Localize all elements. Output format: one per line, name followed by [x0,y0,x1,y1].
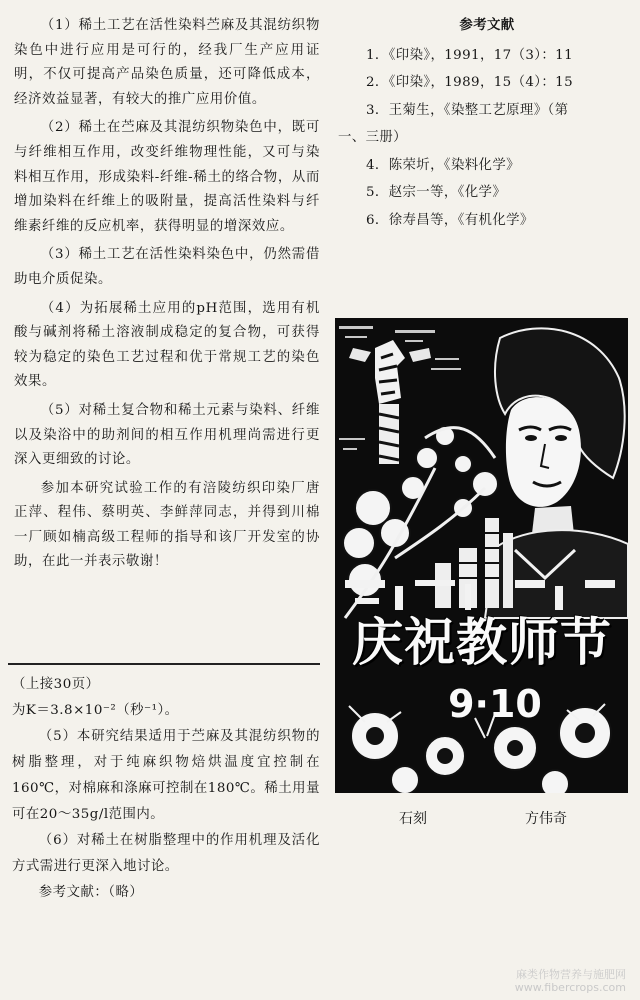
credit-medium: 石刻 [399,811,427,827]
conclusion-4: （4）为拓展稀土应用的pH范围，选用有机酸与碱剂将稀土溶液制成稳定的复合物，可获得较为稳定的染色工艺过程和优于常规工艺的染色效果。 [14,300,320,390]
reference-item: 3．王菊生，《染整工艺原理》（第 [366,102,569,118]
references-list [338,12,630,234]
acknowledgement: 参加本研究试验工作的有涪陵纺织印染厂唐正萍、程伟、蔡明英、李鲜萍同志，并得到川棉一厂顾如楠高级工程师的指导和该厂开发室的协助，在此一并表示敬谢！ [14,480,320,570]
site-watermark [515,968,626,994]
continuation-text [12,672,320,906]
references-omitted-note: 参考文献：（略） [38,885,144,900]
conclusion-2: （2）稀土在苎麻及其混纺织物染色中，既可与纤维相互作用，改变纤维物理性能，又可与染料相互作用，形成染料-纤维-稀土的络合物，从而增加染料在纤维上的吸附量，提高活性染料与纤维素纤维的反应机率，获得明显的增深效应。 [14,120,320,234]
reference-item: 4．陈荣圻，《染料化学》 [366,157,520,173]
continuation-point-6: （6）对稀土在树脂整理中的作用机理及活化方式需进行更深入地讨论。 [12,833,320,874]
continuation-point-5: （5）本研究结果适用于苎麻及其混纺织物的树脂整理，对于纯麻织物焙烘温度宜控制在160℃，对棉麻和涤麻可控制在180℃。稀土用量可在20～35g/l范围内。 [12,729,320,822]
conclusion-5: （5）对稀土复合物和稀土元素与染料、纤维以及染浴中的助剂间的相互作用机理尚需进行更深入更细致的讨论。 [14,402,320,468]
poster-title: 庆祝教师节 [351,614,612,673]
poster-date: 9·10 [448,682,542,726]
watermark-site-name: 麻类作物营养与施肥网 [516,968,626,981]
conclusion-1: （1）稀土工艺在活性染料苎麻及其混纺织物染色中进行应用是可行的，经我厂生产应用证明，不仅可提高产品染色质量，还可降低成本，经济效益显著，有较大的推广应用价值。 [14,18,320,107]
watermark-url: www.fibercrops.com [514,981,626,994]
reference-item-continuation: 一、三册） [338,130,407,145]
continued-from-header: （上接30页） [12,677,100,692]
teachers-day-poster [335,318,628,793]
left-column-text [14,14,320,579]
rate-constant-formula: 为K＝3.8×10⁻²（秒⁻¹）。 [12,703,179,718]
reference-item: 2．《印染》，1989，15（4）：15 [366,75,574,90]
conclusion-3: （3）稀土工艺在活性染料染色中，仍然需借助电介质促染。 [14,247,320,287]
credit-artist: 方伟奇 [525,811,567,827]
section-divider [8,663,320,665]
reference-item: 6．徐寿昌等，《有机化学》 [366,212,534,228]
reference-item: 5．赵宗一等，《化学》 [366,185,507,200]
reference-item: 1．《印染》，1991，17（3）：11 [366,47,574,63]
references-title: 参考文献 [459,17,515,33]
